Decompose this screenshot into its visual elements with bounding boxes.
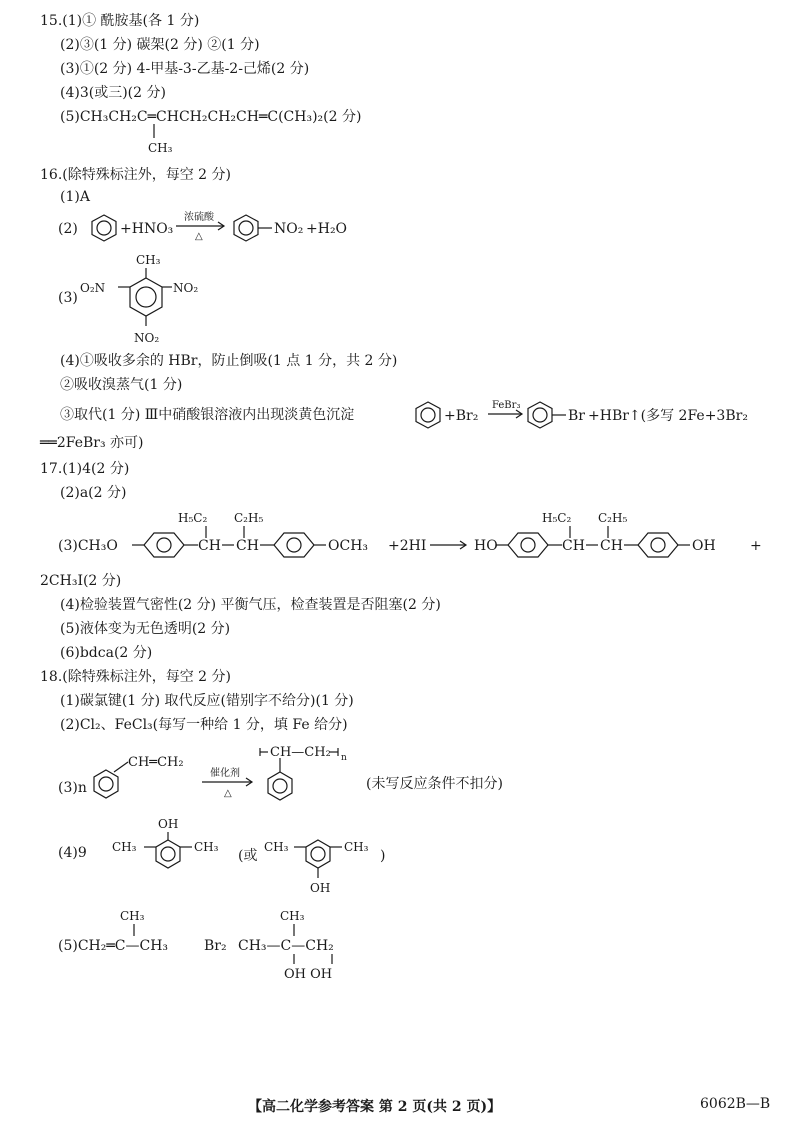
q17-product-ethyl-2: C₂H₅ [598,511,628,525]
q18-or: (或 [238,848,258,864]
q18-part-5-num: (5)CH₂═C—CH₃ [58,938,169,954]
q15-line-5: (5)CH₃CH₂C═CHCH₂CH₂CH═C(CH₃)₂(2 分) [60,109,362,125]
q16-part-4b: ②吸收溴蒸气(1 分) [60,377,183,393]
benzene-ring-icon [416,402,440,428]
q16-water: +H₂O [306,221,348,237]
q16-tnt-methyl: CH₃ [136,253,161,267]
q16-nitro-group: NO₂ [274,221,304,237]
q17-product-ch-1: CH [562,538,585,554]
q16-bromination-equation [410,396,790,436]
q16-part-1: (1)A [60,189,90,205]
benzene-ring-icon [274,533,314,557]
benzene-ring-icon [144,533,184,557]
q15-methyl-label: CH₃ [148,141,173,155]
q17-ho: HO [474,538,498,554]
benzene-ring-icon [306,840,330,868]
footer-code: 6062B—B [700,1096,771,1112]
q16-br2: +Br₂ [444,408,479,424]
q16-nitration-equation [58,206,428,248]
q16-tnt-bottom-nitro: NO₂ [134,331,160,345]
q15-line-4: (4)3(或三)(2 分) [60,85,166,101]
q18-polymer-n: n [341,753,347,763]
q16-part-4: (4)①吸收多余的 HBr，防止倒吸(1 点 1 分，共 2 分) [60,353,398,369]
q18-close-paren: ) [380,848,386,864]
benzene-ring-icon [130,278,162,316]
benzene-ring-icon [638,533,678,557]
q17-part-3-num: (3)CH₃O [58,538,118,554]
q18-part-1: (1)碳氯键(1 分) 取代反应(错别字不给分)(1 分) [60,693,354,709]
q18-br2: Br₂ [204,938,227,954]
q16-cond-febr3: FeBr₃ [492,400,521,411]
q17-part-6: (6)bdca(2 分) [60,645,153,661]
q18-cond-heat: △ [224,788,232,799]
q17-ethyl-1: H₅C₂ [178,511,208,525]
q16-heading: 16.(除特殊标注外，每空 2 分) [40,167,231,183]
q18-isomer1-me-right: CH₃ [194,840,219,854]
q16-tnt-right-nitro: NO₂ [173,281,199,295]
q17-ch-2: CH [236,538,259,554]
q17-part-3b: 2CH₃I(2 分) [40,573,122,589]
q15-line-3: (3)①(2 分) 4-甲基-3-乙基-2-己烯(2 分) [60,61,310,77]
q16-bromobenzene-br: Br [568,408,585,424]
q16-cond-acid: 浓硫酸 [184,212,214,223]
q16-tnt-left-nitro: O₂N [80,281,106,295]
q18-polymerization-equation [58,740,558,812]
q16-part-4c: ③取代(1 分) Ⅲ中硝酸银溶液内出现淡黄色沉淀 [60,407,355,423]
q17-part-4: (4)检验装置气密性(2 分) 平衡气压，检查装置是否阻塞(2 分) [60,597,441,613]
q16-part-4d: ══2FeBr₃ 亦可) [40,435,144,451]
q17-product-ch-2: CH [600,538,623,554]
q16-part-3-num: (3) [58,290,78,306]
q17-2hi: +2HI [388,538,427,554]
q17-part-5: (5)液体变为无色透明(2 分) [60,621,231,637]
q16-tnt-structure [58,250,238,350]
q18-isomer2-me-left: CH₃ [264,840,289,854]
benzene-ring-icon [508,533,548,557]
benzene-ring-icon [234,215,258,241]
q17-heading: 17.(1)4(2 分) [40,461,130,477]
q18-note: (未写反应条件不扣分) [366,776,503,792]
q18-isomer2-oh: OH [310,881,331,895]
benzene-ring-icon [268,772,292,800]
q18-diol-oh: OH OH [284,967,333,982]
benzene-ring-icon [528,402,552,428]
footer-title: 【高二化学参考答案 第 2 页(共 2 页)】 [248,1099,502,1115]
q18-heading: 18.(除特殊标注外，每空 2 分) [40,669,231,685]
q16-cond-heat: △ [195,231,203,242]
q18-part-3-num: (3)n [58,780,87,796]
benzene-ring-icon [92,215,116,241]
q17-methoxy: OCH₃ [328,538,369,554]
q18-vinyl: CH═CH₂ [128,755,184,770]
q15-methyl-branch [148,124,188,158]
q18-diol-chain: CH₃—C—CH₂ [238,938,334,954]
q17-oh: OH [692,538,716,554]
q18-part-2: (2)Cl₂、FeCl₃(每写一种给 1 分，填 Fe 给分) [60,717,348,733]
q17-product-ethyl-1: H₅C₂ [542,511,572,525]
q18-diol-methyl: CH₃ [280,909,305,923]
q16-hno3: +HNO₃ [120,221,174,237]
q16-part-2-num: (2) [58,221,78,237]
q17-ether-cleavage-equation [58,504,778,570]
q17-ethyl-2: C₂H₅ [234,511,264,525]
q15-line-1: 15.(1)① 酰胺基(各 1 分) [40,13,200,29]
benzene-ring-icon [156,840,180,868]
q18-part-5-structures [58,904,418,984]
q18-cond-catalyst: 催化剂 [210,768,240,779]
q18-xylenol-isomers [58,812,438,902]
q16-hbr-note: +HBr↑(多写 2Fe+3Br₂ [588,408,748,424]
q18-part-4-num: (4)9 [58,845,87,861]
q17-part-2: (2)a(2 分) [60,485,127,501]
q18-polymer-unit: CH—CH₂ [270,745,331,760]
q15-line-2: (2)③(1 分) 碳架(2 分) ②(1 分) [60,37,260,53]
q18-alkene-methyl: CH₃ [120,909,145,923]
q17-plus: + [750,538,762,554]
q17-ch-1: CH [198,538,221,554]
q18-isomer1-me-left: CH₃ [112,840,137,854]
benzene-ring-icon [94,770,118,798]
q18-isomer2-me-right: CH₃ [344,840,369,854]
q18-isomer1-oh: OH [158,817,179,831]
